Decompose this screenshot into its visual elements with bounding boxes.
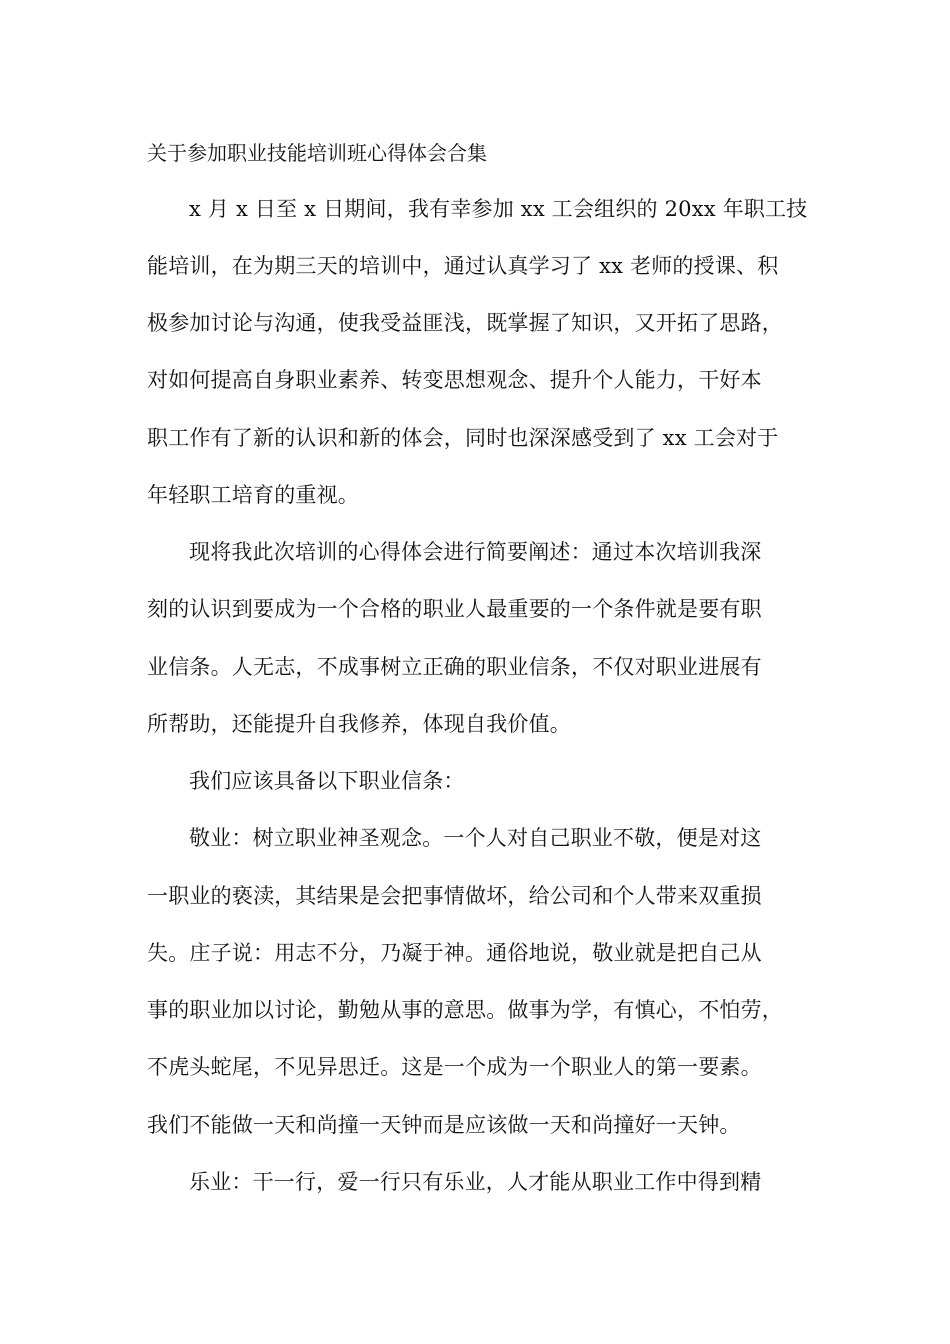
paragraph-line: 对如何提高自身职业素养、转变思想观念、提升个人能力，干好本 (147, 368, 762, 392)
paragraph-line: 事的职业加以讨论，勤勉从事的意思。做事为学，有慎心，不怕劳， (147, 998, 783, 1022)
paragraph-line: 职工作有了新的认识和新的体会，同时也深深感受到了 xx 工会对于 (147, 426, 779, 450)
paragraph-line: 我们应该具备以下职业信条： (189, 769, 465, 793)
paragraph-line: 不虎头蛇尾，不见异思迁。这是一个成为一个职业人的第一要素。 (147, 1055, 762, 1079)
paragraph-line: 乐业：干一行，爱一行只有乐业，人才能从职业工作中得到精 (189, 1170, 762, 1194)
paragraph-line: 业信条。人无志，不成事树立正确的职业信条，不仅对职业进展有 (147, 655, 762, 679)
paragraph-line: x 月 x 日至 x 日期间，我有幸参加 xx 工会组织的 20xx 年职工技 (189, 197, 808, 221)
paragraph-line: 极参加讨论与沟通，使我受益匪浅，既掌握了知识，又开拓了思路， (147, 311, 783, 335)
document-title: 关于参加职业技能培训班心得体会合集 (147, 141, 487, 165)
paragraph-line: 一职业的亵渎，其结果是会把事情做坏，给公司和个人带来双重损 (147, 884, 762, 908)
paragraph-line: 失。庄子说：用志不分，乃凝于神。通俗地说，敬业就是把自己从 (147, 941, 762, 965)
paragraph-line: 现将我此次培训的心得体会进行简要阐述：通过本次培训我深 (189, 540, 762, 564)
paragraph-line: 我们不能做一天和尚撞一天钟而是应该做一天和尚撞好一天钟。 (147, 1113, 741, 1137)
paragraph-line: 刻的认识到要成为一个合格的职业人最重要的一个条件就是要有职 (147, 597, 762, 621)
paragraph-line: 敬业：树立职业神圣观念。一个人对自己职业不敬，便是对这 (189, 826, 762, 850)
paragraph-line: 所帮助，还能提升自我修养，体现自我价值。 (147, 712, 571, 736)
paragraph-line: 年轻职工培育的重视。 (147, 483, 359, 507)
paragraph-line: 能培训，在为期三天的培训中，通过认真学习了 xx 老师的授课、积 (147, 254, 779, 278)
